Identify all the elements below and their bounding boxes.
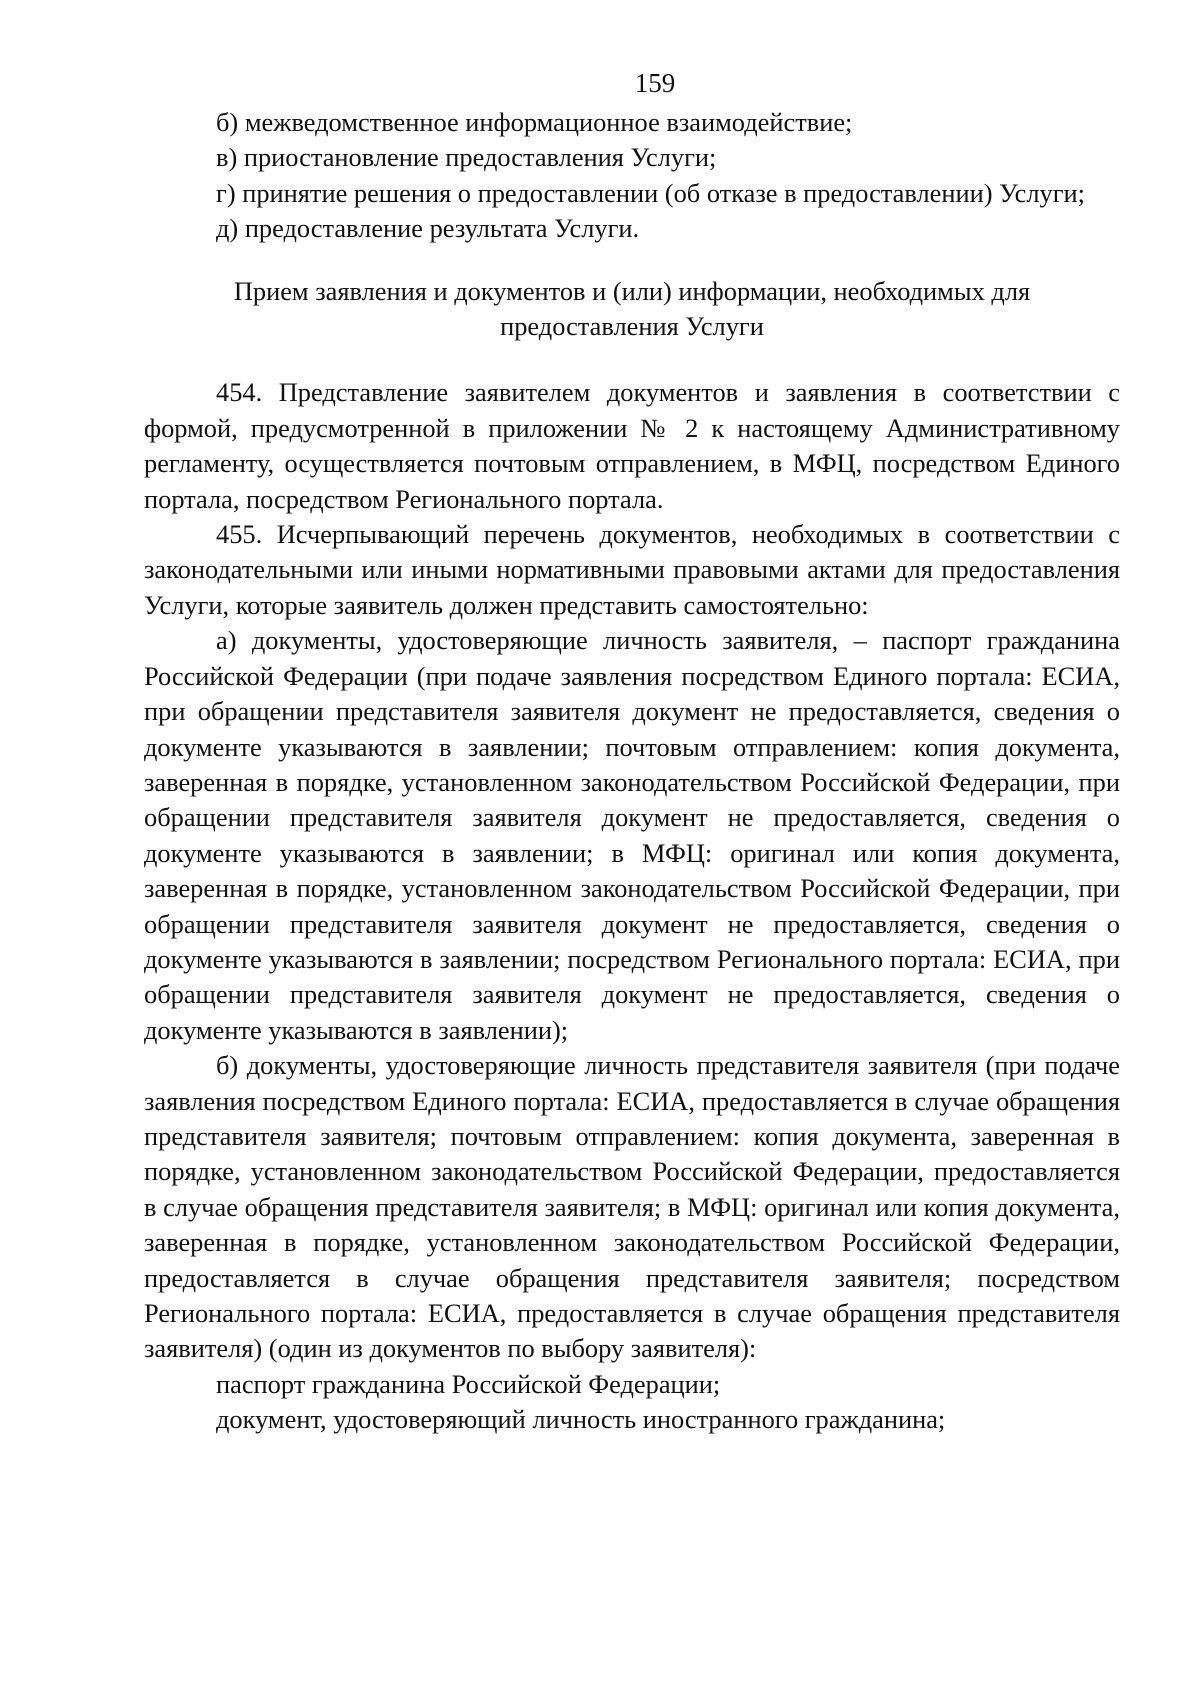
document-page	[144, 66, 1120, 1438]
list-item-b: б) межведомственное информационное взаимодействие;	[216, 107, 853, 137]
paragraph-455: 455. Исчерпывающий перечень документов, необходимых в соответствии с законодательными или иными нормативными правовыми актами для предоставления Услуги, которые заявитель должен представить самостоятельно:	[144, 519, 1120, 620]
paragraph-454: 454. Представление заявителем документов и заявления в соответствии с формой, предусмотренной в приложении № 2 к настоящему Административному регламенту, осуществляется почтовым отправлением, в МФЦ, посредством Единого портала, посредством Регионального портала.	[144, 377, 1120, 514]
list-item-d: д) предоставление результата Услуги.	[216, 213, 640, 244]
document-option-foreign-id: документ, удостоверяющий личность иностранного гражданина;	[216, 1404, 946, 1435]
document-option-passport: паспорт гражданина Российской Федерации;	[216, 1368, 721, 1399]
page-number: 159	[634, 68, 676, 98]
section-heading: Прием заявления и документов и (или) информации, необходимых для предоставления Услуги	[233, 275, 1031, 342]
list-item-g: г) принятие решения о предоставлении (об отказе в предоставлении) Услуги;	[216, 177, 1085, 208]
list-item-v: в) приостановление предоставления Услуги;	[216, 142, 717, 173]
paragraph-455-b: б) документы, удостоверяющие личность представителя заявителя (при подаче заявления посредством Единого портала: ЕСИА, предоставляется в случае обращения представителя заявителя; почтовым отправлением: копия документа, заверенная в порядке, установленном законодательством Российской Федерации, предоставляется в случае обращения представителя заявителя; в МФЦ: оригинал или копия документа, заверенная в порядке, установленном законодательством Российской Федерации, предоставляется в случае обращения представителя заявителя; посредством Регионального портала: ЕСИА, предоставляется в случае обращения представителя заявителя) (один из документов по выбору заявителя):	[144, 1050, 1120, 1364]
paragraph-455-a: а) документы, удостоверяющие личность заявителя, – паспорт гражданина Российской Федерации (при подаче заявления посредством Единого портала: ЕСИА, при обращении представителя заявителя документ не предоставляется, сведения о документе указываются в заявлении; почтовым отправлением: копия документа, заверенная в порядке, установленном законодательством Российской Федерации, при обращении представителя заявителя документ не предоставляется, сведения о документе указываются в заявлении; в МФЦ: оригинал или копия документа, заверенная в порядке, установленном законодательством Российской Федерации, при обращении представителя заявителя документ не предоставляется, сведения о документе указываются в заявлении; посредством Регионального портала: ЕСИА, при обращении представителя заявителя документ не предоставляется, сведения о документе указываются в заявлении);	[144, 625, 1120, 1045]
